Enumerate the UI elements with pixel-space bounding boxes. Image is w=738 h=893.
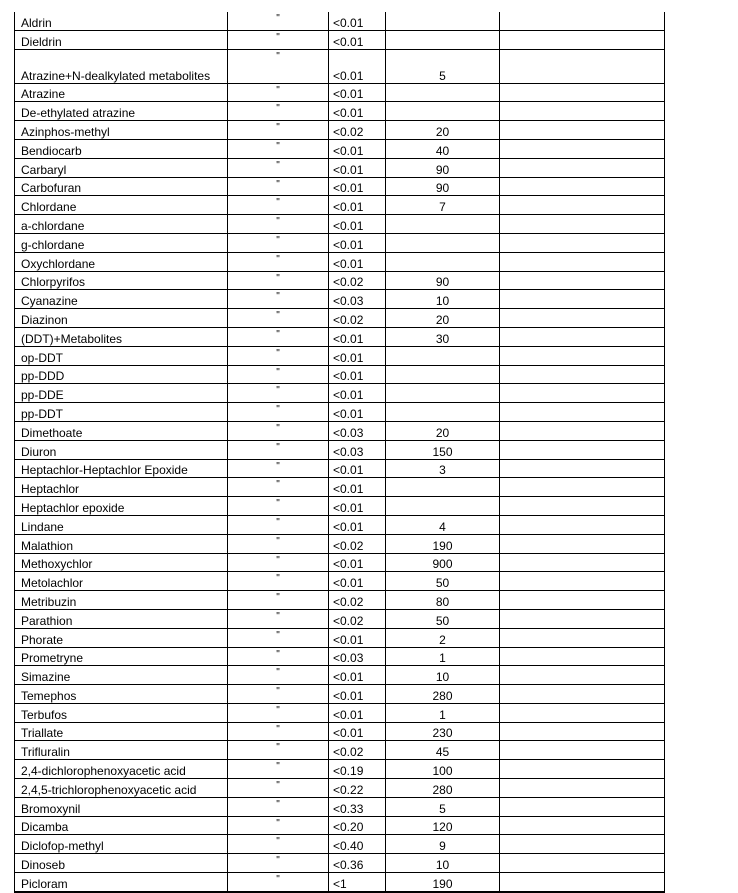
parameter-name-cell: Parathion: [15, 609, 228, 628]
max-acceptable-cell: 4: [386, 515, 500, 534]
unit-ditto-cell: ": [228, 102, 329, 121]
parameter-name-cell: Diazinon: [15, 309, 228, 328]
detection-limit-cell: <0.02: [329, 309, 386, 328]
parameter-name-cell: Temephos: [15, 685, 228, 704]
max-acceptable-cell: 40: [386, 139, 500, 158]
unit-ditto-cell: ": [228, 421, 329, 440]
table-row: [15, 628, 665, 647]
max-acceptable-cell: [386, 403, 500, 422]
empty-cell: [500, 779, 665, 798]
unit-ditto-cell: ": [228, 534, 329, 553]
detection-limit-cell: <0.22: [329, 779, 386, 798]
parameter-name-cell: Metribuzin: [15, 591, 228, 610]
parameter-name-cell: Trifluralin: [15, 741, 228, 760]
parameter-name-cell: Dicamba: [15, 816, 228, 835]
table-row: [15, 327, 665, 346]
empty-cell: [500, 121, 665, 140]
unit-ditto-cell: ": [228, 83, 329, 102]
empty-cell: [500, 139, 665, 158]
detection-limit-cell: <0.03: [329, 421, 386, 440]
parameter-name-cell: Cyanazine: [15, 290, 228, 309]
unit-ditto-cell: ": [228, 12, 329, 30]
parameter-name-cell: Bromoxynil: [15, 797, 228, 816]
max-acceptable-cell: 10: [386, 666, 500, 685]
max-acceptable-cell: 280: [386, 685, 500, 704]
parameter-name-cell: Oxychlordane: [15, 252, 228, 271]
detection-limit-cell: <0.02: [329, 591, 386, 610]
max-acceptable-cell: [386, 83, 500, 102]
detection-limit-cell: <0.01: [329, 666, 386, 685]
unit-ditto-cell: ": [228, 327, 329, 346]
unit-ditto-cell: ": [228, 30, 329, 49]
empty-cell: [500, 497, 665, 516]
detection-limit-cell: <0.01: [329, 703, 386, 722]
unit-ditto-cell: ": [228, 365, 329, 384]
empty-cell: [500, 384, 665, 403]
max-acceptable-cell: 1: [386, 647, 500, 666]
max-acceptable-cell: 2: [386, 628, 500, 647]
max-acceptable-cell: 5: [386, 797, 500, 816]
unit-ditto-cell: ": [228, 609, 329, 628]
parameter-name-cell: Metolachlor: [15, 572, 228, 591]
parameter-name-cell: Atrazine: [15, 83, 228, 102]
pesticide-table-sheet: [14, 12, 665, 893]
detection-limit-cell: <0.02: [329, 534, 386, 553]
max-acceptable-cell: [386, 252, 500, 271]
max-acceptable-cell: 10: [386, 290, 500, 309]
detection-limit-cell: <0.03: [329, 290, 386, 309]
empty-cell: [500, 83, 665, 102]
unit-ditto-cell: ": [228, 158, 329, 177]
table-row: [15, 534, 665, 553]
detection-limit-cell: <0.01: [329, 478, 386, 497]
detection-limit-cell: <0.02: [329, 271, 386, 290]
unit-ditto-cell: ": [228, 685, 329, 704]
unit-ditto-cell: ": [228, 233, 329, 252]
table-row: [15, 49, 665, 83]
detection-limit-cell: <0.01: [329, 346, 386, 365]
detection-limit-cell: <0.01: [329, 384, 386, 403]
max-acceptable-cell: 20: [386, 421, 500, 440]
parameter-name-cell: Heptachlor-Heptachlor Epoxide: [15, 459, 228, 478]
table-row: [15, 233, 665, 252]
table-row: [15, 459, 665, 478]
parameter-name-cell: (DDT)+Metabolites: [15, 327, 228, 346]
empty-cell: [500, 553, 665, 572]
table-row: [15, 685, 665, 704]
parameter-name-cell: Heptachlor epoxide: [15, 497, 228, 516]
max-acceptable-cell: 900: [386, 553, 500, 572]
unit-ditto-cell: ": [228, 797, 329, 816]
detection-limit-cell: <0.40: [329, 835, 386, 854]
empty-cell: [500, 102, 665, 121]
unit-ditto-cell: ": [228, 835, 329, 854]
max-acceptable-cell: [386, 215, 500, 234]
unit-ditto-cell: ": [228, 741, 329, 760]
parameter-name-cell: Dieldrin: [15, 30, 228, 49]
table-row: [15, 440, 665, 459]
parameter-name-cell: pp-DDD: [15, 365, 228, 384]
parameter-name-cell: Picloram: [15, 873, 228, 892]
max-acceptable-cell: 45: [386, 741, 500, 760]
empty-cell: [500, 572, 665, 591]
detection-limit-cell: <0.01: [329, 215, 386, 234]
unit-ditto-cell: ": [228, 572, 329, 591]
table-row: [15, 196, 665, 215]
max-acceptable-cell: 1: [386, 703, 500, 722]
empty-cell: [500, 685, 665, 704]
unit-ditto-cell: ": [228, 459, 329, 478]
empty-cell: [500, 647, 665, 666]
max-acceptable-cell: 230: [386, 722, 500, 741]
unit-ditto-cell: ": [228, 49, 329, 83]
parameter-name-cell: Triallate: [15, 722, 228, 741]
empty-cell: [500, 722, 665, 741]
unit-ditto-cell: ": [228, 515, 329, 534]
parameter-name-cell: Prometryne: [15, 647, 228, 666]
max-acceptable-cell: 190: [386, 534, 500, 553]
detection-limit-cell: <0.01: [329, 139, 386, 158]
unit-ditto-cell: ": [228, 478, 329, 497]
table-row: [15, 741, 665, 760]
empty-cell: [500, 515, 665, 534]
max-acceptable-cell: 5: [386, 49, 500, 83]
detection-limit-cell: <0.01: [329, 102, 386, 121]
empty-cell: [500, 760, 665, 779]
table-row: [15, 177, 665, 196]
parameter-name-cell: g-chlordane: [15, 233, 228, 252]
parameter-name-cell: Terbufos: [15, 703, 228, 722]
table-row: [15, 703, 665, 722]
table-row: [15, 760, 665, 779]
detection-limit-cell: <0.19: [329, 760, 386, 779]
empty-cell: [500, 252, 665, 271]
detection-limit-cell: <0.01: [329, 459, 386, 478]
unit-ditto-cell: ": [228, 703, 329, 722]
detection-limit-cell: <0.01: [329, 403, 386, 422]
table-row: [15, 854, 665, 873]
table-row: [15, 835, 665, 854]
max-acceptable-cell: [386, 365, 500, 384]
parameter-name-cell: Methoxychlor: [15, 553, 228, 572]
empty-cell: [500, 346, 665, 365]
max-acceptable-cell: [386, 12, 500, 30]
detection-limit-cell: <0.01: [329, 553, 386, 572]
parameter-name-cell: Bendiocarb: [15, 139, 228, 158]
table-row: [15, 158, 665, 177]
unit-ditto-cell: ": [228, 722, 329, 741]
max-acceptable-cell: 100: [386, 760, 500, 779]
detection-limit-cell: <0.01: [329, 497, 386, 516]
table-row: [15, 722, 665, 741]
parameter-name-cell: Diuron: [15, 440, 228, 459]
max-acceptable-cell: [386, 30, 500, 49]
max-acceptable-cell: 190: [386, 873, 500, 892]
table-row: [15, 30, 665, 49]
empty-cell: [500, 215, 665, 234]
pesticide-table-body: [15, 12, 665, 891]
detection-limit-cell: <0.01: [329, 515, 386, 534]
detection-limit-cell: <0.02: [329, 609, 386, 628]
table-row: [15, 121, 665, 140]
max-acceptable-cell: [386, 384, 500, 403]
max-acceptable-cell: 30: [386, 327, 500, 346]
unit-ditto-cell: ": [228, 403, 329, 422]
detection-limit-cell: <0.01: [329, 252, 386, 271]
empty-cell: [500, 703, 665, 722]
parameter-name-cell: Chlorpyrifos: [15, 271, 228, 290]
empty-cell: [500, 609, 665, 628]
parameter-name-cell: Carbaryl: [15, 158, 228, 177]
detection-limit-cell: <0.01: [329, 49, 386, 83]
empty-cell: [500, 741, 665, 760]
unit-ditto-cell: ": [228, 497, 329, 516]
max-acceptable-cell: 50: [386, 609, 500, 628]
parameter-name-cell: 2,4,5-trichlorophenoxyacetic acid: [15, 779, 228, 798]
detection-limit-cell: <0.02: [329, 741, 386, 760]
empty-cell: [500, 797, 665, 816]
table-row: [15, 215, 665, 234]
unit-ditto-cell: ": [228, 252, 329, 271]
empty-cell: [500, 290, 665, 309]
table-row: [15, 365, 665, 384]
parameter-name-cell: Phorate: [15, 628, 228, 647]
empty-cell: [500, 854, 665, 873]
table-row: [15, 647, 665, 666]
max-acceptable-cell: 20: [386, 121, 500, 140]
empty-cell: [500, 365, 665, 384]
detection-limit-cell: <0.03: [329, 440, 386, 459]
parameter-name-cell: Lindane: [15, 515, 228, 534]
table-row: [15, 572, 665, 591]
unit-ditto-cell: ": [228, 271, 329, 290]
max-acceptable-cell: 80: [386, 591, 500, 610]
empty-cell: [500, 591, 665, 610]
detection-limit-cell: <0.33: [329, 797, 386, 816]
detection-limit-cell: <0.01: [329, 722, 386, 741]
detection-limit-cell: <0.01: [329, 233, 386, 252]
empty-cell: [500, 835, 665, 854]
parameter-name-cell: Aldrin: [15, 12, 228, 30]
empty-cell: [500, 478, 665, 497]
parameter-name-cell: Carbofuran: [15, 177, 228, 196]
empty-cell: [500, 459, 665, 478]
max-acceptable-cell: [386, 478, 500, 497]
detection-limit-cell: <0.03: [329, 647, 386, 666]
detection-limit-cell: <0.01: [329, 685, 386, 704]
max-acceptable-cell: 90: [386, 177, 500, 196]
unit-ditto-cell: ": [228, 290, 329, 309]
parameter-name-cell: 2,4-dichlorophenoxyacetic acid: [15, 760, 228, 779]
empty-cell: [500, 440, 665, 459]
max-acceptable-cell: 3: [386, 459, 500, 478]
max-acceptable-cell: [386, 497, 500, 516]
unit-ditto-cell: ": [228, 760, 329, 779]
parameter-name-cell: a-chlordane: [15, 215, 228, 234]
unit-ditto-cell: ": [228, 139, 329, 158]
unit-ditto-cell: ": [228, 215, 329, 234]
detection-limit-cell: <0.01: [329, 572, 386, 591]
table-row: [15, 497, 665, 516]
table-row: [15, 779, 665, 798]
table-row: [15, 816, 665, 835]
parameter-name-cell: pp-DDE: [15, 384, 228, 403]
table-row: [15, 478, 665, 497]
unit-ditto-cell: ": [228, 779, 329, 798]
table-row: [15, 290, 665, 309]
parameter-name-cell: Malathion: [15, 534, 228, 553]
pesticide-table: [14, 12, 665, 892]
empty-cell: [500, 816, 665, 835]
unit-ditto-cell: ": [228, 854, 329, 873]
detection-limit-cell: <0.01: [329, 177, 386, 196]
parameter-name-cell: Atrazine+N-dealkylated metabolites: [15, 49, 228, 83]
table-row: [15, 609, 665, 628]
table-row: [15, 797, 665, 816]
empty-cell: [500, 12, 665, 30]
table-row: [15, 12, 665, 30]
empty-cell: [500, 421, 665, 440]
empty-cell: [500, 309, 665, 328]
table-row: [15, 421, 665, 440]
max-acceptable-cell: 280: [386, 779, 500, 798]
detection-limit-cell: <0.01: [329, 628, 386, 647]
max-acceptable-cell: [386, 102, 500, 121]
max-acceptable-cell: 7: [386, 196, 500, 215]
parameter-name-cell: Dimethoate: [15, 421, 228, 440]
max-acceptable-cell: 50: [386, 572, 500, 591]
unit-ditto-cell: ": [228, 121, 329, 140]
empty-cell: [500, 628, 665, 647]
empty-cell: [500, 873, 665, 892]
detection-limit-cell: <0.01: [329, 196, 386, 215]
detection-limit-cell: <0.02: [329, 121, 386, 140]
max-acceptable-cell: 90: [386, 271, 500, 290]
unit-ditto-cell: ": [228, 196, 329, 215]
unit-ditto-cell: ": [228, 346, 329, 365]
table-row: [15, 102, 665, 121]
empty-cell: [500, 158, 665, 177]
detection-limit-cell: <0.01: [329, 365, 386, 384]
max-acceptable-cell: 9: [386, 835, 500, 854]
detection-limit-cell: <0.01: [329, 30, 386, 49]
table-row: [15, 591, 665, 610]
parameter-name-cell: op-DDT: [15, 346, 228, 365]
detection-limit-cell: <0.20: [329, 816, 386, 835]
table-row: [15, 403, 665, 422]
detection-limit-cell: <0.01: [329, 83, 386, 102]
unit-ditto-cell: ": [228, 666, 329, 685]
max-acceptable-cell: 10: [386, 854, 500, 873]
table-row: [15, 83, 665, 102]
table-row: [15, 346, 665, 365]
empty-cell: [500, 666, 665, 685]
empty-cell: [500, 534, 665, 553]
table-row: [15, 666, 665, 685]
table-row: [15, 139, 665, 158]
unit-ditto-cell: ": [228, 647, 329, 666]
empty-cell: [500, 327, 665, 346]
parameter-name-cell: Azinphos-methyl: [15, 121, 228, 140]
max-acceptable-cell: [386, 233, 500, 252]
unit-ditto-cell: ": [228, 628, 329, 647]
max-acceptable-cell: 120: [386, 816, 500, 835]
max-acceptable-cell: 20: [386, 309, 500, 328]
empty-cell: [500, 30, 665, 49]
parameter-name-cell: Simazine: [15, 666, 228, 685]
parameter-name-cell: pp-DDT: [15, 403, 228, 422]
detection-limit-cell: <0.01: [329, 327, 386, 346]
detection-limit-cell: <1: [329, 873, 386, 892]
table-row: [15, 252, 665, 271]
unit-ditto-cell: ": [228, 384, 329, 403]
unit-ditto-cell: ": [228, 873, 329, 892]
detection-limit-cell: <0.01: [329, 158, 386, 177]
empty-cell: [500, 233, 665, 252]
table-row: [15, 309, 665, 328]
empty-cell: [500, 49, 665, 83]
table-row: [15, 553, 665, 572]
parameter-name-cell: Heptachlor: [15, 478, 228, 497]
table-row: [15, 873, 665, 892]
detection-limit-cell: <0.36: [329, 854, 386, 873]
empty-cell: [500, 177, 665, 196]
table-row: [15, 515, 665, 534]
empty-cell: [500, 271, 665, 290]
table-row: [15, 271, 665, 290]
empty-cell: [500, 196, 665, 215]
unit-ditto-cell: ": [228, 816, 329, 835]
parameter-name-cell: Chlordane: [15, 196, 228, 215]
empty-cell: [500, 403, 665, 422]
unit-ditto-cell: ": [228, 591, 329, 610]
unit-ditto-cell: ": [228, 309, 329, 328]
unit-ditto-cell: ": [228, 553, 329, 572]
max-acceptable-cell: [386, 346, 500, 365]
unit-ditto-cell: ": [228, 440, 329, 459]
table-row: [15, 384, 665, 403]
parameter-name-cell: Dinoseb: [15, 854, 228, 873]
detection-limit-cell: <0.01: [329, 12, 386, 30]
unit-ditto-cell: ": [228, 177, 329, 196]
max-acceptable-cell: 150: [386, 440, 500, 459]
max-acceptable-cell: 90: [386, 158, 500, 177]
parameter-name-cell: Diclofop-methyl: [15, 835, 228, 854]
parameter-name-cell: De-ethylated atrazine: [15, 102, 228, 121]
